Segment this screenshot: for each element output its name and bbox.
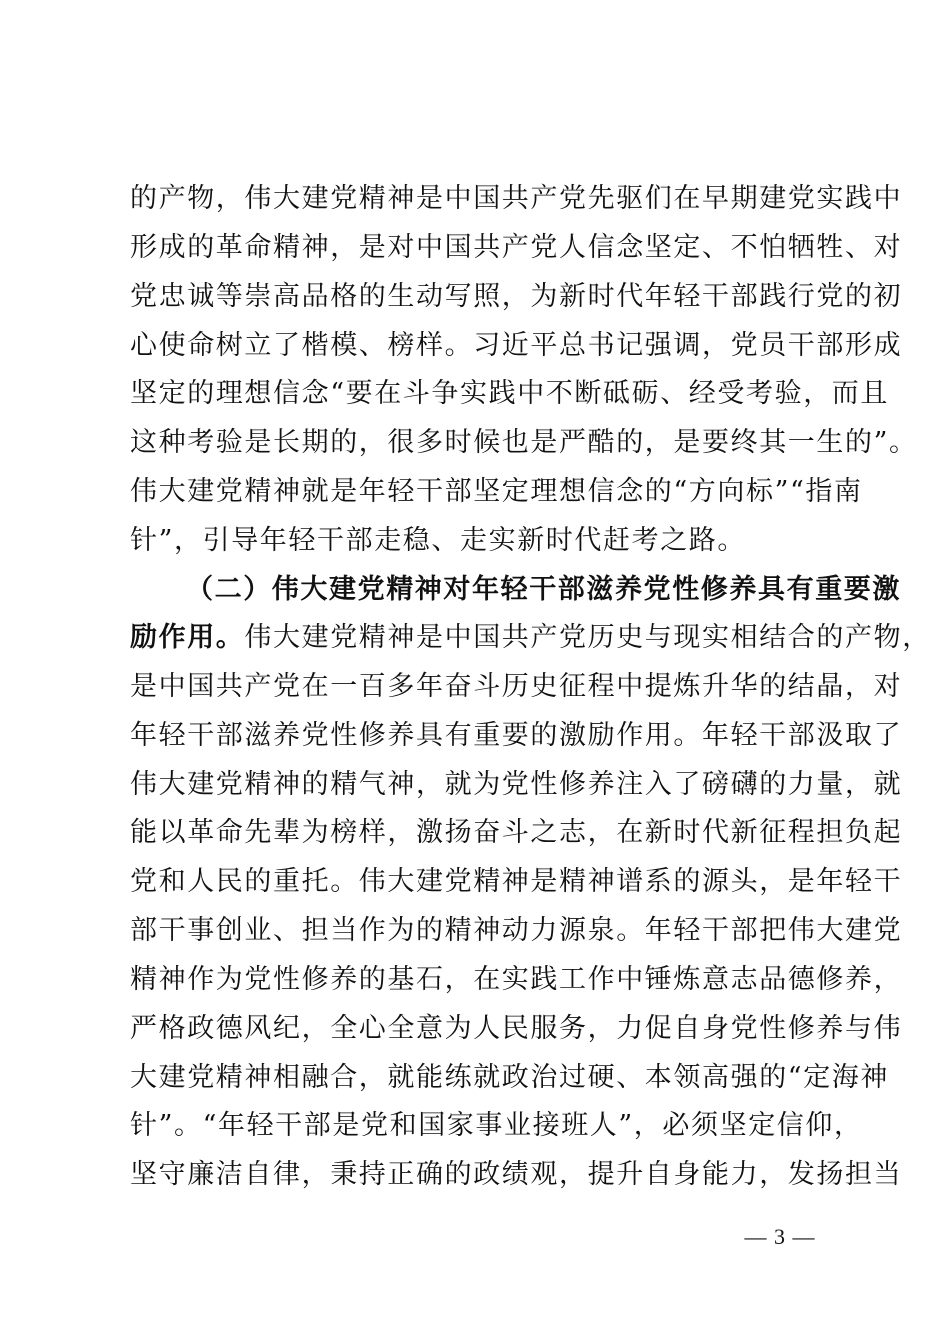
text-line: 能以革命先辈为榜样，激扬奋斗之志，在新时代新征程担负起 — [130, 817, 903, 848]
text-line: 是中国共产党在一百多年奋斗历史征程中提炼升华的结晶，对 — [130, 671, 903, 702]
section-heading-text: （二）伟大建党精神对年轻干部滋养党性修养具有重要激 — [186, 574, 901, 605]
text-line — [130, 622, 931, 654]
text-line: 的产物，伟大建党精神是中国共产党先驱们在早期建党实践中 — [130, 183, 903, 214]
text-line: 部干事创业、担当作为的精神动力源泉。年轻干部把伟大建党 — [130, 915, 903, 946]
text-line: 大建党精神相融合，就能练就政治过硬、本领高强的“定海神 — [130, 1062, 890, 1093]
text-line: 这种考验是长期的，很多时候也是严酷的，是要终其一生的”。 — [130, 427, 918, 458]
text-line: 党忠诚等崇高品格的生动写照，为新时代年轻干部践行党的初 — [130, 281, 903, 312]
text-line: 伟大建党精神就是年轻干部坚定理想信念的“方向标”“指南 — [130, 476, 863, 507]
text-line: 伟大建党精神的精气神，就为党性修养注入了磅礴的力量，就 — [130, 769, 903, 800]
text-line: 针”，引导年轻干部走稳、走实新时代赶考之路。 — [130, 525, 747, 556]
text-line: 坚守廉洁自律，秉持正确的政绩观，提升自身能力，发扬担当 — [130, 1159, 903, 1190]
text-line: 形成的革命精神，是对中国共产党人信念坚定、不怕牺牲、对 — [130, 232, 903, 263]
paragraph-start: 伟大建党精神是中国共产党历史与现实相结合的产物， — [244, 622, 931, 653]
text-line: 年轻干部滋养党性修养具有重要的激励作用。年轻干部汲取了 — [130, 720, 903, 751]
text-line: 心使命树立了楷模、榜样。习近平总书记强调，党员干部形成 — [130, 330, 903, 361]
section-heading — [186, 574, 901, 606]
text-line: 严格政德风纪，全心全意为人民服务，力促自身党性修养与伟 — [130, 1013, 903, 1044]
text-line: 坚定的理想信念“要在斗争实践中不断砥砺、经受考验，而且 — [130, 378, 890, 409]
page-number: — 3 — — [744, 1224, 816, 1249]
text-line: 精神作为党性修养的基石，在实践工作中锤炼意志品德修养， — [130, 964, 903, 995]
section-heading-end: 励作用。 — [130, 622, 245, 653]
text-line: 针”。“年轻干部是党和国家事业接班人”，必须坚定信仰， — [130, 1110, 863, 1141]
text-line: 党和人民的重托。伟大建党精神是精神谱系的源头，是年轻干 — [130, 866, 903, 897]
